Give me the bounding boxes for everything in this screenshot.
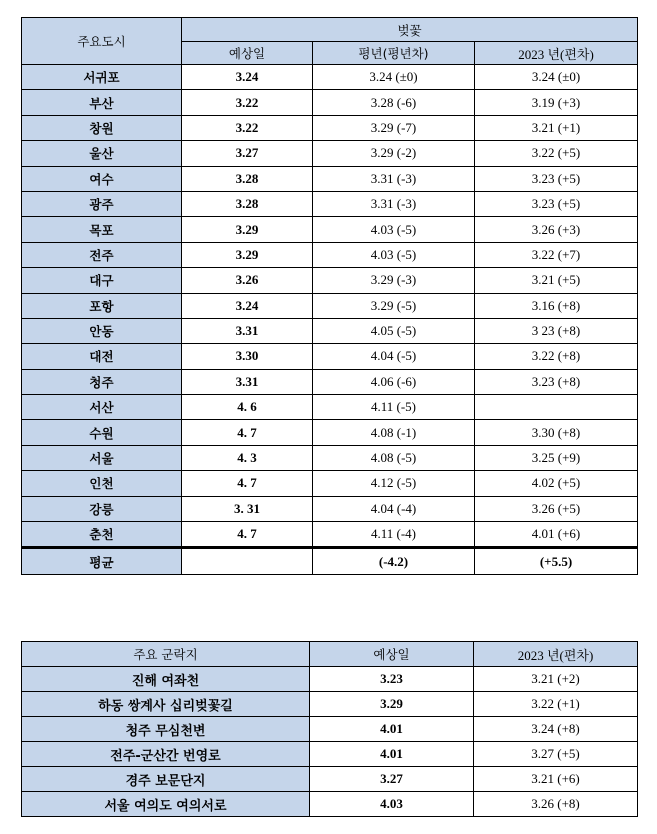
city-name: 서귀포 <box>22 65 182 90</box>
header-city: 주요도시 <box>22 18 182 65</box>
table-row <box>22 90 638 115</box>
site-forecast-table <box>21 641 638 817</box>
city-name: 광주 <box>22 191 182 216</box>
predicted-date: 4. 7 <box>182 522 313 548</box>
predicted-date: 3.27 <box>182 141 313 166</box>
date-2023: 4.02 (+5) <box>475 471 638 496</box>
city-name: 안동 <box>22 318 182 343</box>
site-name: 진해 여좌천 <box>22 667 310 692</box>
site-predicted-date: 4.01 <box>310 742 474 767</box>
predicted-date: 3.26 <box>182 268 313 293</box>
date-2023: 3.23 (+8) <box>475 369 638 394</box>
predicted-date: 4. 3 <box>182 445 313 470</box>
table-row <box>22 692 638 717</box>
date-2023: 3 23 (+8) <box>475 318 638 343</box>
date-2023: 3.16 (+8) <box>475 293 638 318</box>
site-date-2023: 3.24 (+8) <box>474 717 638 742</box>
site-name: 하동 쌍계사 십리벚꽃길 <box>22 692 310 717</box>
table-row <box>22 420 638 445</box>
header-site-2023: 2023 년(편차) <box>474 642 638 667</box>
average-2023: (+5.5) <box>475 548 638 575</box>
predicted-date: 3.29 <box>182 242 313 267</box>
table-row <box>22 522 638 548</box>
table-row <box>22 667 638 692</box>
site-name: 경주 보문단지 <box>22 767 310 792</box>
site-name: 청주 무심천변 <box>22 717 310 742</box>
site-predicted-date: 4.03 <box>310 792 474 817</box>
table-row <box>22 166 638 191</box>
table-row <box>22 293 638 318</box>
predicted-date: 3.22 <box>182 90 313 115</box>
predicted-date: 3. 31 <box>182 496 313 521</box>
city-name: 인천 <box>22 471 182 496</box>
normal-date: 3.31 (-3) <box>313 191 475 216</box>
table-row <box>22 242 638 267</box>
table-row <box>22 792 638 817</box>
city-name: 대전 <box>22 344 182 369</box>
average-label: 평균 <box>22 548 182 575</box>
normal-date: 3.29 (-2) <box>313 141 475 166</box>
normal-date: 4.04 (-4) <box>313 496 475 521</box>
predicted-date: 4. 6 <box>182 395 313 420</box>
table-row <box>22 445 638 470</box>
date-2023: 3.23 (+5) <box>475 166 638 191</box>
city-name: 포항 <box>22 293 182 318</box>
date-2023 <box>475 395 638 420</box>
normal-date: 4.08 (-5) <box>313 445 475 470</box>
normal-date: 4.05 (-5) <box>313 318 475 343</box>
table-row <box>22 217 638 242</box>
normal-date: 3.29 (-5) <box>313 293 475 318</box>
city-name: 춘천 <box>22 522 182 548</box>
date-2023: 4.01 (+6) <box>475 522 638 548</box>
table-row <box>22 268 638 293</box>
date-2023: 3.22 (+8) <box>475 344 638 369</box>
city-name: 여수 <box>22 166 182 191</box>
normal-date: 3.29 (-7) <box>313 115 475 140</box>
predicted-date: 4. 7 <box>182 471 313 496</box>
predicted-date: 3.29 <box>182 217 313 242</box>
table-row <box>22 344 638 369</box>
date-2023: 3.21 (+1) <box>475 115 638 140</box>
site-date-2023: 3.27 (+5) <box>474 742 638 767</box>
header-predicted-date: 예상일 <box>182 42 313 65</box>
table-row <box>22 767 638 792</box>
predicted-date: 3.24 <box>182 293 313 318</box>
table-row <box>22 65 638 90</box>
header-site-predicted-date: 예상일 <box>310 642 474 667</box>
site-date-2023: 3.26 (+8) <box>474 792 638 817</box>
normal-date: 3.24 (±0) <box>313 65 475 90</box>
city-name: 울산 <box>22 141 182 166</box>
date-2023: 3.21 (+5) <box>475 268 638 293</box>
normal-date: 4.04 (-5) <box>313 344 475 369</box>
site-name: 전주-군산간 번영로 <box>22 742 310 767</box>
normal-date: 4.11 (-5) <box>313 395 475 420</box>
site-name: 서울 여의도 여의서로 <box>22 792 310 817</box>
table-row <box>22 471 638 496</box>
predicted-date: 4. 7 <box>182 420 313 445</box>
city-name: 청주 <box>22 369 182 394</box>
normal-date: 3.29 (-3) <box>313 268 475 293</box>
table-row <box>22 717 638 742</box>
predicted-date: 3.22 <box>182 115 313 140</box>
header-normal: 평년(평년차) <box>313 42 475 65</box>
site-date-2023: 3.21 (+2) <box>474 667 638 692</box>
date-2023: 3.22 (+7) <box>475 242 638 267</box>
normal-date: 4.06 (-6) <box>313 369 475 394</box>
header-site: 주요 군락지 <box>22 642 310 667</box>
normal-date: 4.08 (-1) <box>313 420 475 445</box>
normal-date: 3.31 (-3) <box>313 166 475 191</box>
table-row <box>22 369 638 394</box>
normal-date: 4.03 (-5) <box>313 242 475 267</box>
city-name: 전주 <box>22 242 182 267</box>
predicted-date: 3.28 <box>182 191 313 216</box>
table-row <box>22 318 638 343</box>
predicted-date: 3.31 <box>182 369 313 394</box>
table-row <box>22 742 638 767</box>
normal-date: 3.28 (-6) <box>313 90 475 115</box>
city-name: 부산 <box>22 90 182 115</box>
average-normal: (-4.2) <box>313 548 475 575</box>
site-date-2023: 3.22 (+1) <box>474 692 638 717</box>
date-2023: 3.25 (+9) <box>475 445 638 470</box>
normal-date: 4.03 (-5) <box>313 217 475 242</box>
city-name: 창원 <box>22 115 182 140</box>
date-2023: 3.26 (+5) <box>475 496 638 521</box>
city-name: 서산 <box>22 395 182 420</box>
site-predicted-date: 3.27 <box>310 767 474 792</box>
date-2023: 3.24 (±0) <box>475 65 638 90</box>
date-2023: 3.26 (+3) <box>475 217 638 242</box>
normal-date: 4.11 (-4) <box>313 522 475 548</box>
site-predicted-date: 3.29 <box>310 692 474 717</box>
predicted-date: 3.24 <box>182 65 313 90</box>
city-name: 서울 <box>22 445 182 470</box>
table-row <box>22 141 638 166</box>
city-name: 목포 <box>22 217 182 242</box>
site-predicted-date: 4.01 <box>310 717 474 742</box>
table-row <box>22 395 638 420</box>
average-row <box>22 548 638 575</box>
city-forecast-table <box>21 17 638 575</box>
date-2023: 3.22 (+5) <box>475 141 638 166</box>
date-2023: 3.19 (+3) <box>475 90 638 115</box>
predicted-date: 3.30 <box>182 344 313 369</box>
average-pred <box>182 548 313 575</box>
table-row <box>22 496 638 521</box>
date-2023: 3.23 (+5) <box>475 191 638 216</box>
header-cherry-blossom: 벚꽃 <box>182 18 638 42</box>
header-2023: 2023 년(편차) <box>475 42 638 65</box>
site-date-2023: 3.21 (+6) <box>474 767 638 792</box>
normal-date: 4.12 (-5) <box>313 471 475 496</box>
predicted-date: 3.28 <box>182 166 313 191</box>
site-predicted-date: 3.23 <box>310 667 474 692</box>
predicted-date: 3.31 <box>182 318 313 343</box>
city-name: 수원 <box>22 420 182 445</box>
city-name: 대구 <box>22 268 182 293</box>
city-name: 강릉 <box>22 496 182 521</box>
table-row <box>22 115 638 140</box>
date-2023: 3.30 (+8) <box>475 420 638 445</box>
table-row <box>22 191 638 216</box>
